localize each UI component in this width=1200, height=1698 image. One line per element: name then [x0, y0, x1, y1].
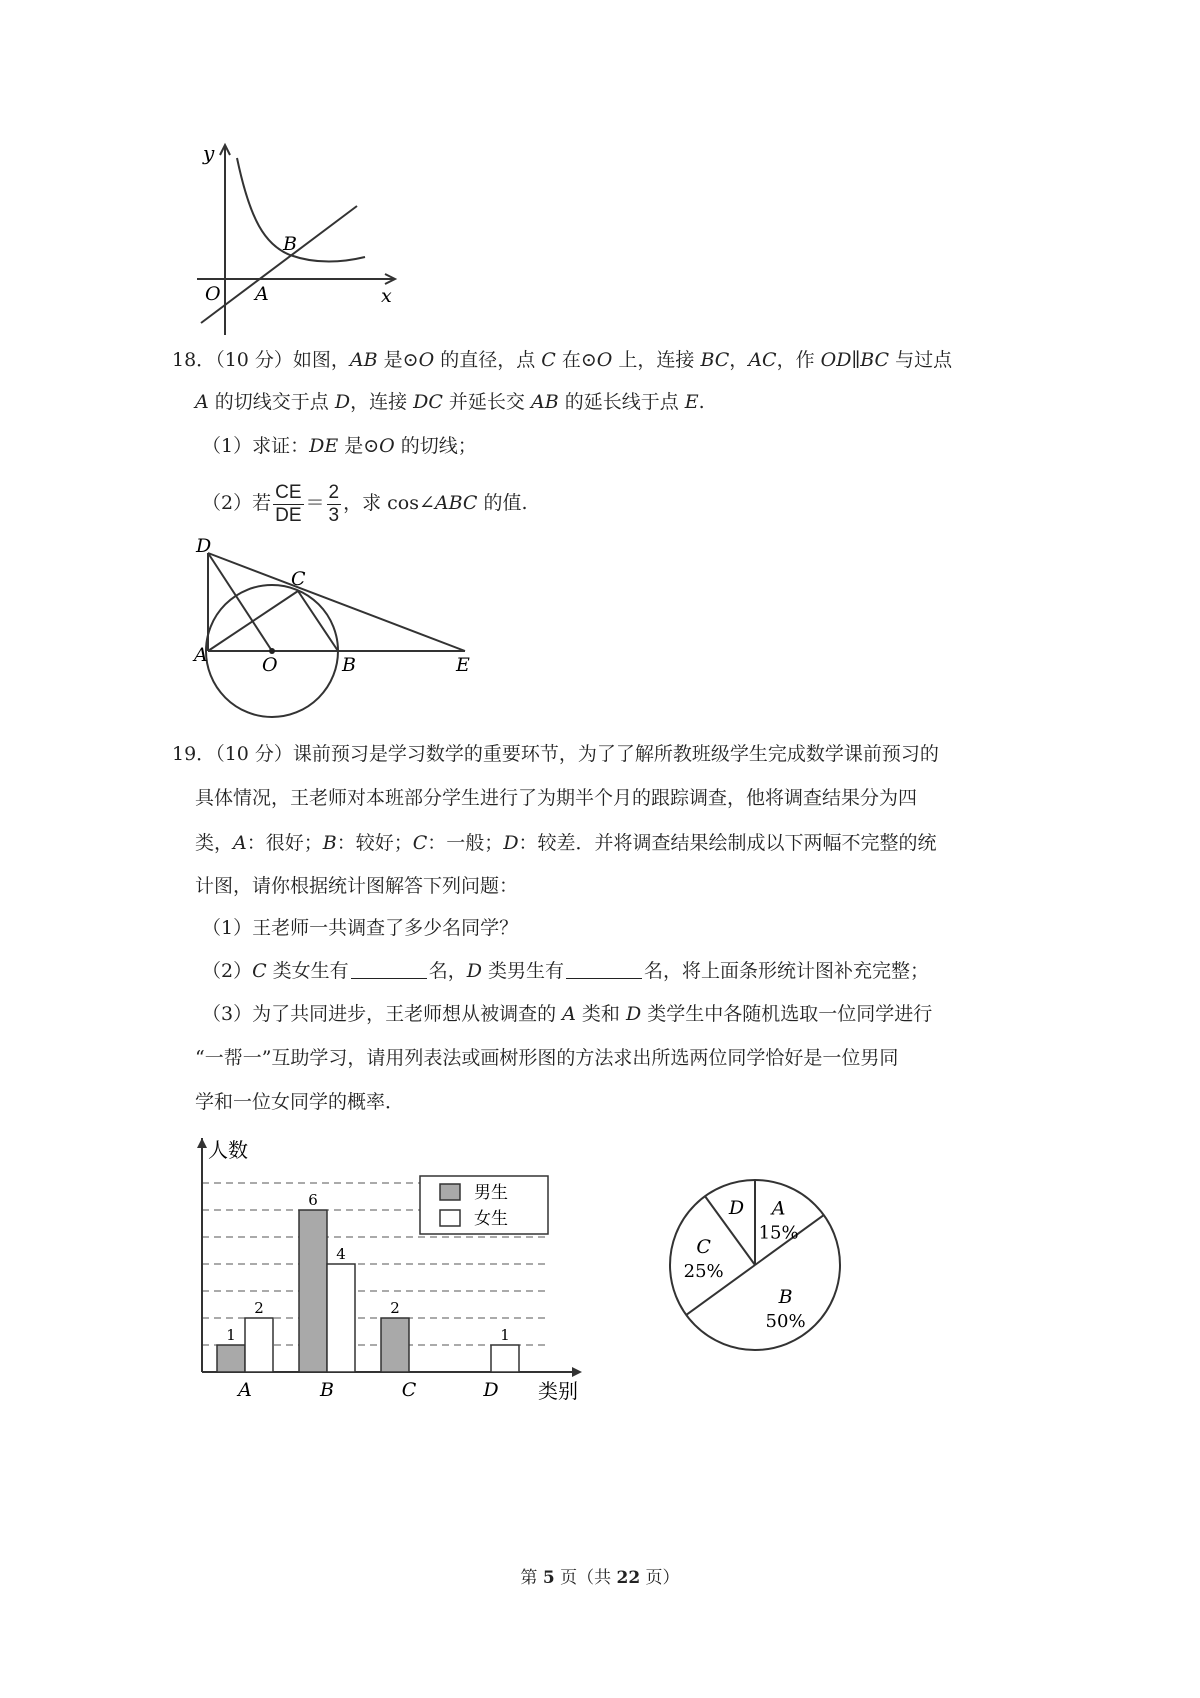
label-c: C: [291, 568, 306, 590]
legend-swatch-boys: [440, 1184, 460, 1200]
y-axis-label: 人数: [208, 1138, 248, 1162]
bar-value-label: 2: [390, 1299, 400, 1317]
q19-part3-line1: （3）为了共同进步，王老师想从被调查的 A 类和 D 类学生中各随机选取一位同学进行: [202, 1003, 933, 1025]
x-label: x: [381, 285, 392, 307]
label-b: B: [342, 654, 356, 676]
answer-blank-d-boys[interactable]: [566, 960, 642, 979]
q19-stem-line3: 类，A：很好；B：较好；C：一般；D：较差．并将调查结果绘制成以下两幅不完整的统: [195, 832, 937, 854]
bar-C-boys: [381, 1318, 409, 1372]
hyperbola-curve: [237, 158, 365, 262]
pie-label-B: B: [778, 1286, 793, 1309]
category-label-A: A: [238, 1379, 252, 1401]
label-e: E: [456, 654, 470, 676]
label-o: O: [262, 654, 278, 676]
legend-swatch-girls: [440, 1210, 460, 1226]
q19-stem-line4: 计图，请你根据统计图解答下列问题：: [195, 875, 519, 897]
bar-value-label: 6: [308, 1191, 318, 1209]
pie-label-A: A: [771, 1197, 786, 1220]
point-a-label: A: [255, 283, 269, 305]
q19-part3-line2: “一帮一”互助学习，请用列表法或画树形图的方法求出所选两位同学恰好是一位男同: [195, 1047, 899, 1069]
fraction-ce-de: $\frac{CE}{DE}$: [275, 481, 302, 526]
pie-percent-B: 50%: [765, 1311, 806, 1333]
answer-blank-c-girls[interactable]: [351, 960, 427, 979]
bar-D-girls: [491, 1345, 519, 1372]
y-axis-arrow: [197, 1138, 207, 1148]
pie-label-D: D: [728, 1196, 745, 1219]
bar-value-label: 4: [336, 1245, 346, 1263]
q18-part1: （1）求证：DE 是⊙O 的切线；: [202, 435, 477, 457]
fraction-2-3: $\frac{2}{3}$: [328, 481, 340, 526]
bar-A-girls: [245, 1318, 273, 1372]
label-d: D: [196, 535, 212, 557]
bar-A-boys: [217, 1345, 245, 1372]
legend-label-girls: 女生: [474, 1209, 508, 1229]
pie-chart: [660, 1170, 850, 1360]
pie-percent-C: 25%: [683, 1260, 724, 1282]
bar-B-girls: [327, 1264, 355, 1372]
bar-B-boys: [299, 1210, 327, 1372]
q18-figure: [190, 535, 490, 725]
pie-label-C: C: [696, 1235, 711, 1258]
category-label-B: B: [320, 1379, 334, 1401]
x-axis-arrow: [572, 1367, 582, 1377]
bar-value-label: 1: [500, 1326, 510, 1344]
label-a: A: [194, 644, 208, 666]
q19-part2: （2）C 类女生有 名，D 类男生有 名，将上面条形统计图补充完整；: [202, 960, 929, 982]
bar-value-label: 1: [226, 1326, 236, 1344]
q19-part1: （1）王老师一共调查了多少名同学？: [202, 917, 519, 939]
x-axis-label: 类别: [538, 1379, 578, 1403]
q17-figure: [195, 140, 425, 340]
q18-part2: （2）若 $\frac{CE}{DE}$ ＝ $\frac{2}{3}$ ，求 cos∠ABC 的值.: [202, 481, 528, 526]
y-label: y: [203, 141, 215, 165]
bar-value-label: 2: [254, 1299, 264, 1317]
segment-do: [208, 553, 272, 651]
page-footer: 第 5 页（共 22 页）: [520, 1568, 680, 1588]
segment-ac: [208, 591, 298, 651]
category-label-D: D: [483, 1379, 499, 1401]
origin-label: O: [205, 283, 221, 305]
legend-label-boys: 男生: [474, 1183, 508, 1203]
bar-chart: [180, 1130, 600, 1410]
q18-stem-line2: A 的切线交于点 D，连接 DC 并延长交 AB 的延长线于点 E.: [195, 391, 705, 413]
q19-part3-line3: 学和一位女同学的概率．: [195, 1091, 405, 1113]
category-label-C: C: [401, 1379, 417, 1401]
pie-percent-A: 15%: [758, 1222, 799, 1244]
point-b-label: B: [283, 233, 297, 255]
q19-stem-line1: 19．（10 分）课前预习是学习数学的重要环节，为了了解所教班级学生完成数学课前预习的: [172, 743, 939, 765]
q19-stem-line2: 具体情况，王老师对本班部分学生进行了为期半个月的跟踪调查，他将调查结果分为四: [195, 787, 918, 809]
q18-stem-line1: 18．（10 分）如图，AB 是⊙O 的直径，点 C 在⊙O 上，连接 BC，AC，作 OD∥BC 与过点: [172, 349, 953, 371]
